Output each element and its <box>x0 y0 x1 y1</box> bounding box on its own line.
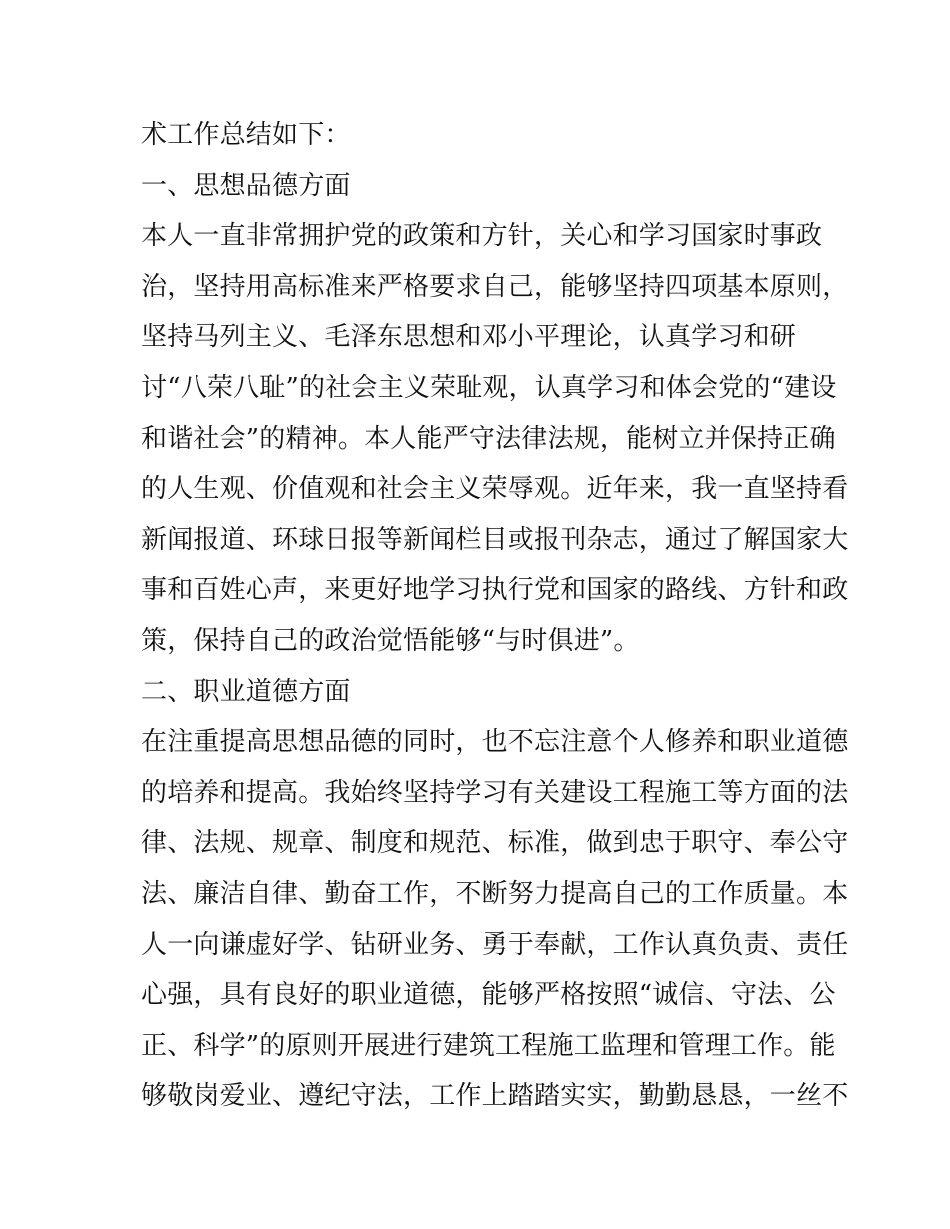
text-line: 坚持马列主义、毛泽东思想和邓小平理论，认真学习和研 <box>141 322 797 353</box>
text-line: 策，保持自己的政治觉悟能够“与时俱进”。 <box>141 625 640 656</box>
text-line: 的人生观、价值观和社会主义荣辱观。近年来，我一直坚持看 <box>141 474 849 505</box>
text-line: 和谐社会”的精神。本人能严守法律法规，能树立并保持正确 <box>141 423 836 454</box>
text-line: 法、廉洁自律、勤奋工作，不断努力提高自己的工作质量。本 <box>141 878 849 909</box>
text-line: 本人一直非常拥护党的政策和方针，关心和学习国家时事政 <box>141 221 823 252</box>
text-line: 正、科学”的原则开展进行建筑工程施工监理和管理工作。能 <box>141 1030 836 1061</box>
text-line: 的培养和提高。我始终坚持学习有关建设工程施工等方面的法 <box>141 777 849 808</box>
text-line: 律、法规、规章、制度和规范、标准，做到忠于职守、奉公守 <box>141 828 849 859</box>
text-line: 新闻报道、环球日报等新闻栏目或报刊杂志，通过了解国家大 <box>141 524 849 555</box>
text-line: 讨“八荣八耻”的社会主义荣耻观，认真学习和体会党的“建设 <box>141 372 837 403</box>
text-line-intro: 术工作总结如下： <box>141 120 351 150</box>
text-line: 治，坚持用高标准来严格要求自己，能够坚持四项基本原则， <box>141 271 849 302</box>
text-line: 够敬岗爱业、遵纪守法，工作上踏踏实实，勤勤恳恳，一丝不 <box>141 1081 849 1112</box>
text-line: 在注重提高思想品德的同时，也不忘注意个人修养和职业道德 <box>141 727 849 758</box>
document-body <box>141 110 849 1122</box>
section-heading-ethics: 二、职业道德方面 <box>141 676 351 707</box>
text-line: 事和百姓心声，来更好地学习执行党和国家的路线、方针和政 <box>141 575 849 606</box>
text-line: 心强，具有良好的职业道德，能够严格按照“诚信、守法、公 <box>141 980 836 1011</box>
text-line: 人一向谦虚好学、钻研业务、勇于奉献，工作认真负责、责任 <box>141 929 849 960</box>
section-heading-ideology: 一、思想品德方面 <box>141 170 351 201</box>
